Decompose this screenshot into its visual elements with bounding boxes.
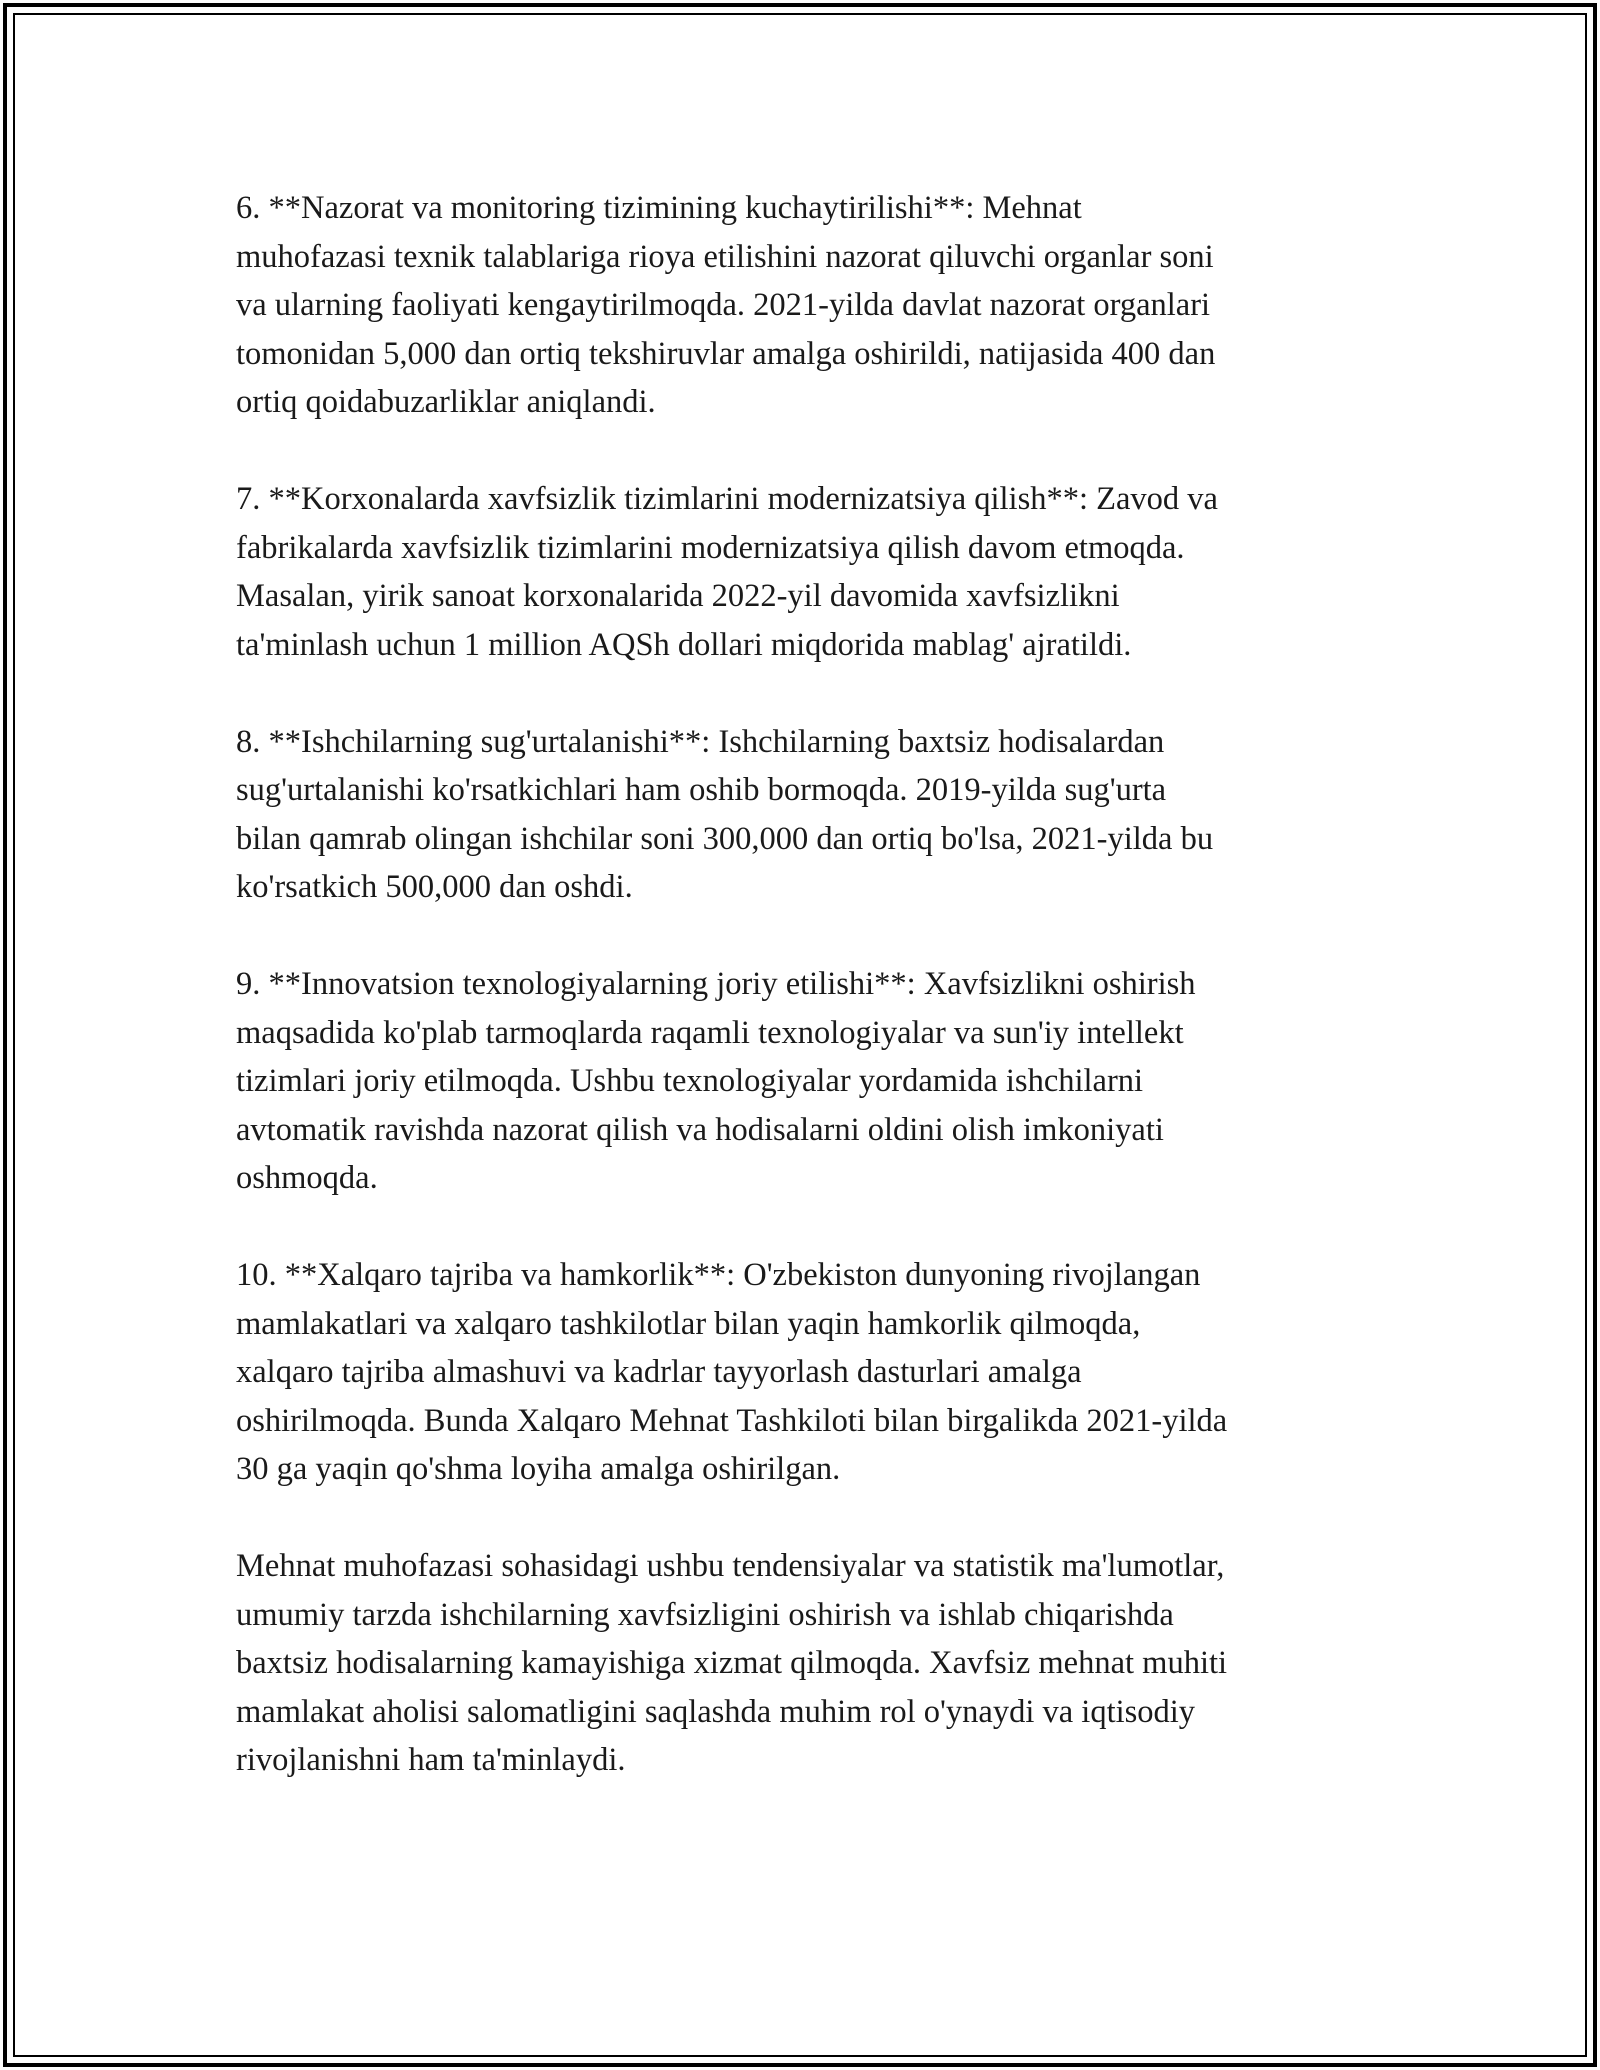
- paragraph-item-8: 8. **Ishchilarning sug'urtalanishi**: Ishchilarning baxtsiz hodisalardan sug'urtalanishi ko'rsatkichlari ham oshib bormoqda. 2019-yilda sug'urta bilan qamrab olingan ishchilar soni 300,000 dan ortiq bo'lsa, 2021-yilda bu ko'rsatkich 500,000 dan oshdi.: [236, 723, 1214, 905]
- paragraph-item-7: 7. **Korxonalarda xavfsizlik tizimlarini modernizatsiya qilish**: Zavod va fabrikalarda xavfsizlik tizimlarini modernizatsiya qilish davom etmoqda. Masalan, yirik sanoat korxonalarida 2022-yil davomida xavfsizlikni ta'minlash uchun 1 million AQSh dollari miqdorida mablag' ajratildi.: [236, 481, 1218, 663]
- paragraph-item-6: 6. **Nazorat va monitoring tizimining kuchaytirilishi**: Mehnat muhofazasi texnik talablariga rioya etilishini nazorat qiluvchi organlar soni va ularning faoliyati kengaytirilmoqda. 2021-yilda davlat nazorat organlari tomonidan 5,000 dan ortiq tekshiruvlar amalga oshirildi, natijasida 400 dan ortiq qoidabuzarliklar aniqlandi.: [236, 190, 1216, 420]
- paragraph-item-9: 9. **Innovatsion texnologiyalarning joriy etilishi**: Xavfsizlikni oshirish maqsadida ko'plab tarmoqlarda raqamli texnologiyalar va sun'iy intellekt tizimlari joriy etilmoqda. Ushbu texnologiyalar yordamida ishchilarni avtomatik ravishda nazorat qilish va hodisalarni oldini olish imkoniyati oshmoqda.: [236, 966, 1196, 1196]
- paragraph-conclusion: Mehnat muhofazasi sohasidagi ushbu tendensiyalar va statistik ma'lumotlar, umumiy tarzda ishchilarning xavfsizligini oshirish va ishlab chiqarishda baxtsiz hodisalarning kamayishiga xizmat qilmoqda. Xavfsiz mehnat muhiti mamlakat aholisi salomatligini saqlashda muhim rol o'ynaydi va iqtisodiy rivojlanishni ham ta'minlaydi.: [236, 1548, 1228, 1778]
- document-body: [236, 184, 1376, 1833]
- paragraph-item-10: 10. **Xalqaro tajriba va hamkorlik**: O'zbekiston dunyoning rivojlangan mamlakatlari va xalqaro tashkilotlar bilan yaqin hamkorlik qilmoqda, xalqaro tajriba almashuvi va kadrlar tayyorlash dasturlari amalga oshirilmoqda. Bunda Xalqaro Mehnat Tashkiloti bilan birgalikda 2021-yilda 30 ga yaqin qo'shma loyiha amalga oshirilgan.: [236, 1257, 1228, 1487]
